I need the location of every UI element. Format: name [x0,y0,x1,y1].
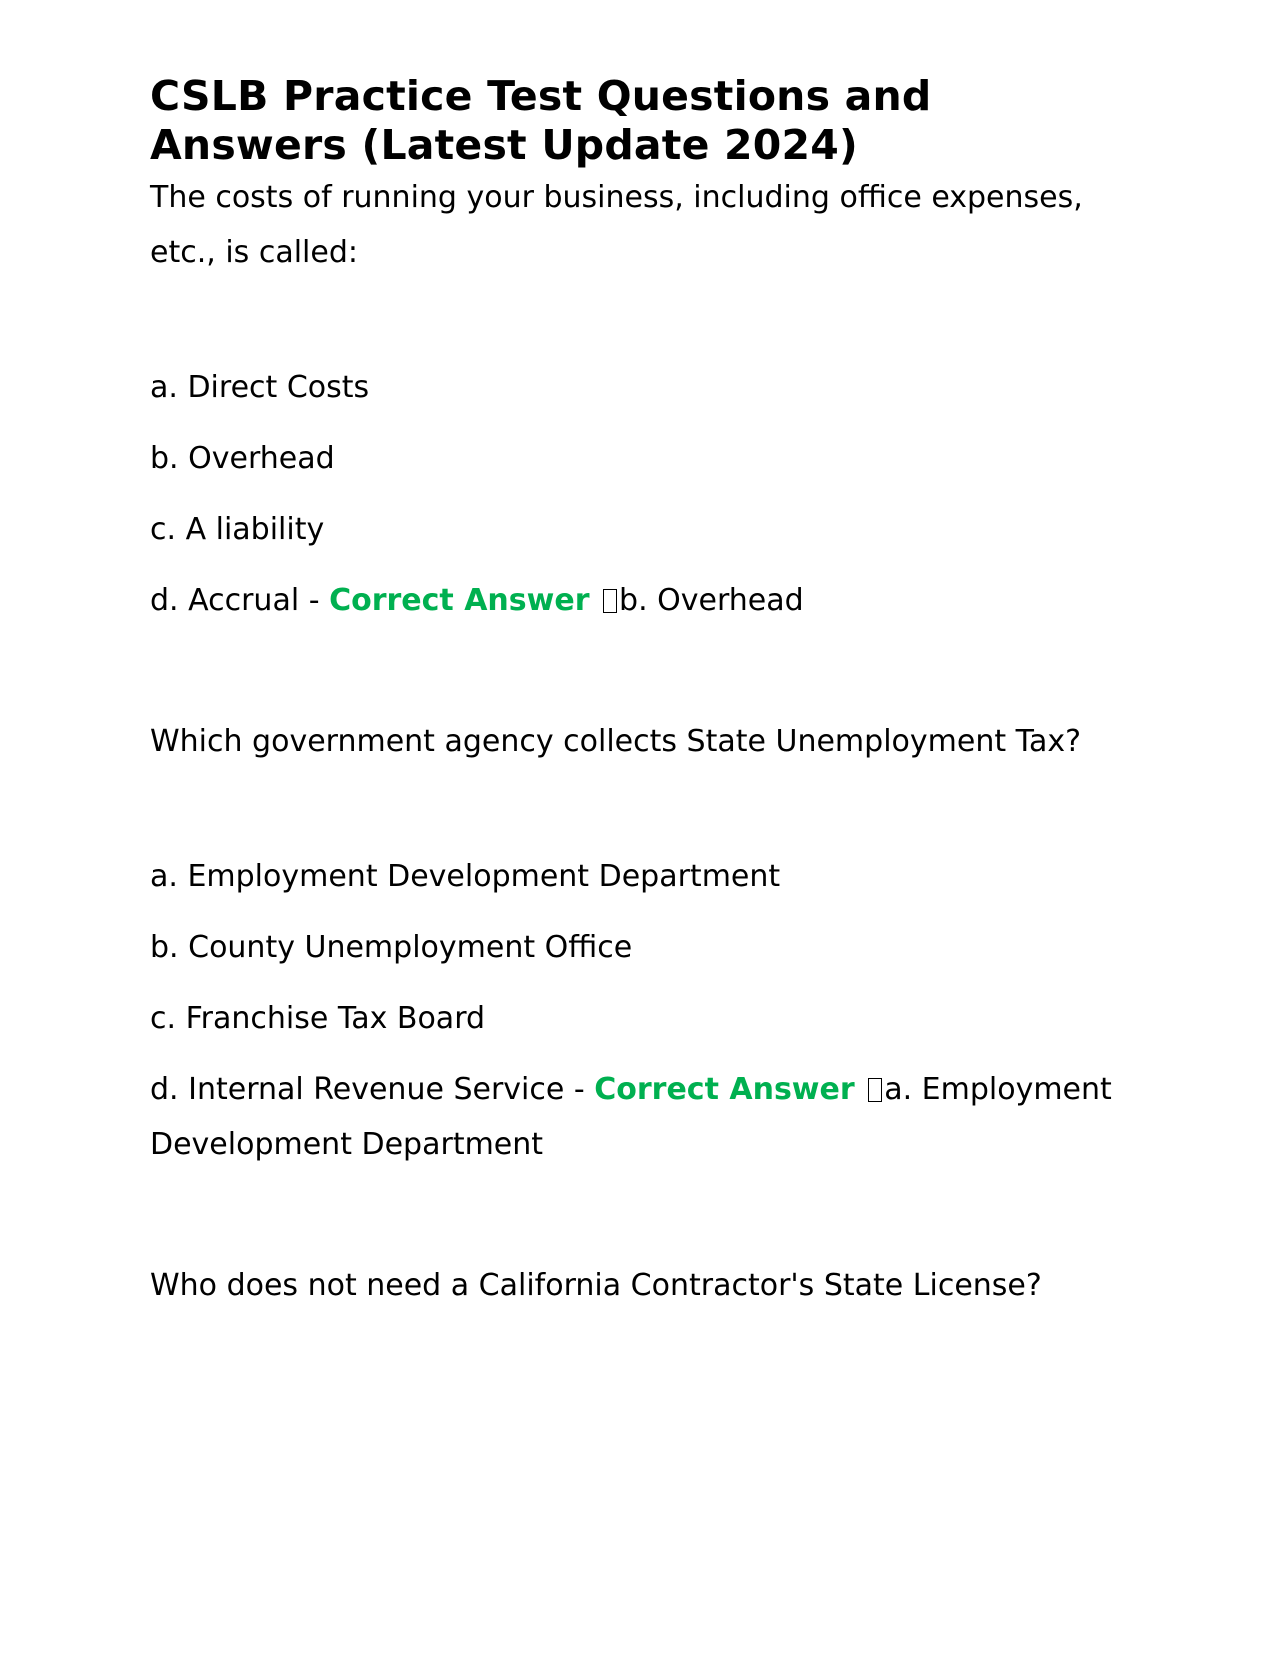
correct-answer-label: Correct Answer [329,583,590,618]
answer-option-text: d. Accrual - [150,583,330,618]
question-block [150,1258,1140,1313]
answer-option-with-key [150,573,1140,628]
question-block [150,170,1140,628]
correct-answer-value: b. Overhead [619,583,804,618]
question-prompt: The costs of running your business, including office expenses, etc., is called: [150,180,1083,270]
missing-glyph-icon [603,589,617,613]
answer-option-text: d. Internal Revenue Service - [150,1072,595,1107]
question-block [150,714,1140,1172]
answer-option: b. County Unemployment Office [150,930,633,965]
answer-option: b. Overhead [150,441,335,476]
document-title: CSLB Practice Test Questions and Answers (Latest Update 2024) [150,72,932,169]
missing-glyph-icon [868,1078,882,1102]
answer-option: a. Employment Development Department [150,859,781,894]
question-prompt: Who does not need a California Contractor's State License? [150,1268,1042,1303]
question-prompt: Which government agency collects State Unemployment Tax? [150,724,1082,759]
document-page [150,72,1140,1313]
answer-option: c. A liability [150,512,325,547]
answer-option: c. Franchise Tax Board [150,1001,486,1036]
correct-answer-value: a. Employment Development Department [150,1072,1112,1162]
answer-option: a. Direct Costs [150,370,370,405]
correct-answer-label: Correct Answer [594,1072,855,1107]
answer-option-with-key [150,1062,1140,1172]
